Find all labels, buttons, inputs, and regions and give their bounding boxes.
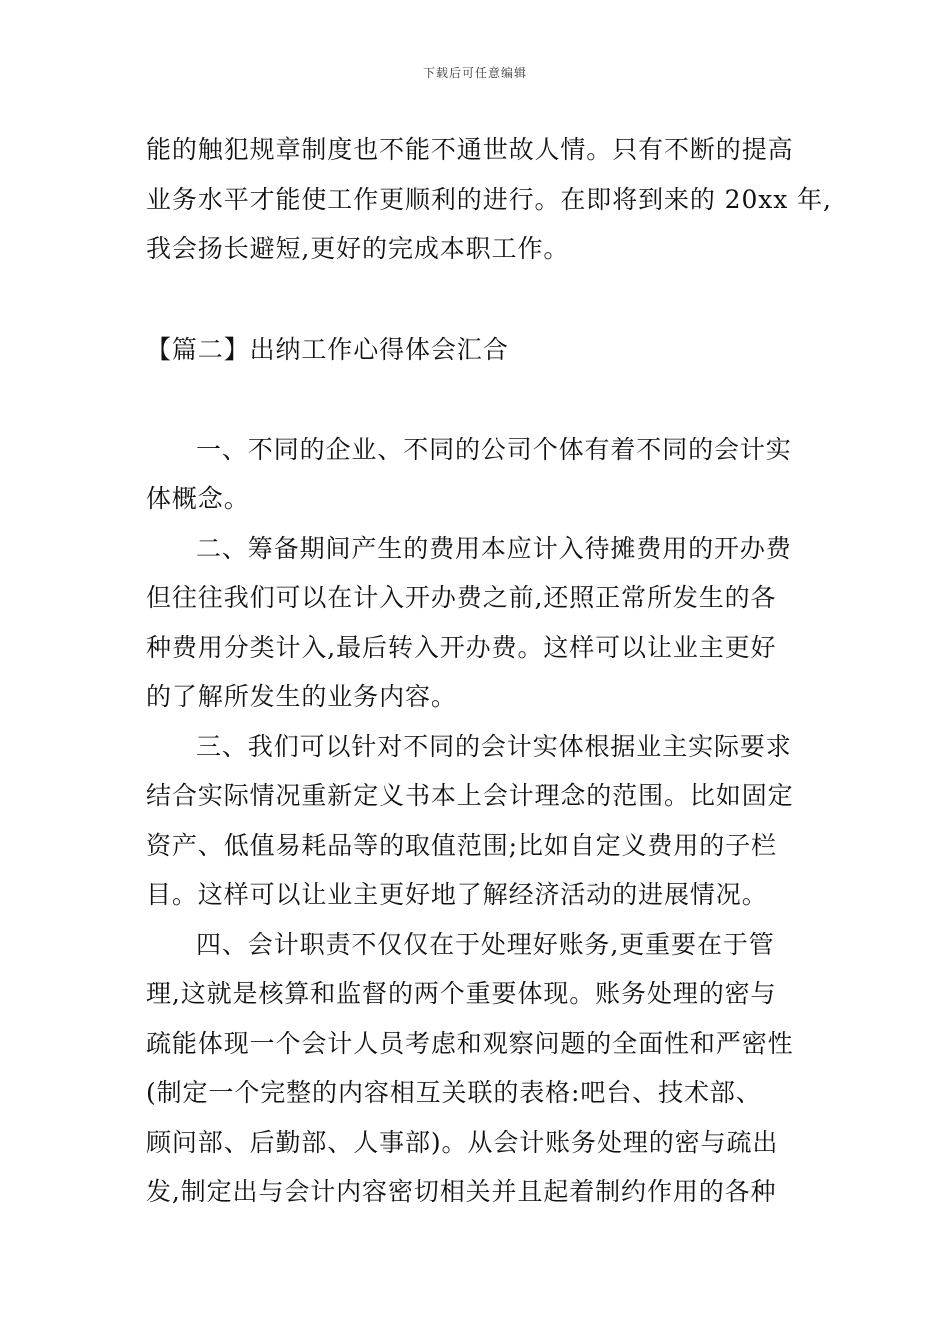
text-line: 业务水平才能使工作更顺利的进行。在即将到来的 20xx 年, [146,185,832,214]
text-line: 顾问部、后勤部、人事部)。从会计账务处理的密与疏出 [146,1128,779,1157]
section-title: 【篇二】出纳工作心得体会汇合 [146,335,509,364]
text-line: 发,制定出与会计内容密切相关并且起着制约作用的各种 [146,1177,777,1206]
text-line: 三、我们可以针对不同的会计实体根据业主实际要求 [196,732,792,761]
text-line: 四、会计职责不仅仅在于处理好账务,更重要在于管 [196,930,775,959]
page-header: 下载后可任意编辑 [422,66,527,80]
text-line: 我会扬长避短,更好的完成本职工作。 [146,234,570,263]
text-line: 资产、低值易耗品等的取值范围;比如自定义费用的子栏 [146,831,777,860]
text-line: 理,这就是核算和监督的两个重要体现。账务处理的密与 [146,979,777,1008]
text-line: 目。这样可以让业主更好地了解经济活动的进展情况。 [146,880,768,909]
text-line: 二、筹备期间产生的费用本应计入待摊费用的开办费 [196,534,792,563]
text-line: 的了解所发生的业务内容。 [146,682,457,711]
text-line: 能的触犯规章制度也不能不通世故人情。只有不断的提高 [146,135,794,164]
text-line: 体概念。 [146,484,250,513]
text-line: 种费用分类计入,最后转入开办费。这样可以让业主更好 [146,633,777,662]
text-line: (制定一个完整的内容相互关联的表格:吧台、技术部、 [146,1078,762,1107]
text-line: 疏能体现一个会计人员考虑和观察问题的全面性和严密性 [146,1029,794,1058]
text-line: 但往往我们可以在计入开办费之前,还照正常所发生的各 [146,583,777,612]
text-line: 一、不同的企业、不同的公司个体有着不同的会计实 [196,435,792,464]
text-line: 结合实际情况重新定义书本上会计理念的范围。比如固定 [146,781,794,810]
